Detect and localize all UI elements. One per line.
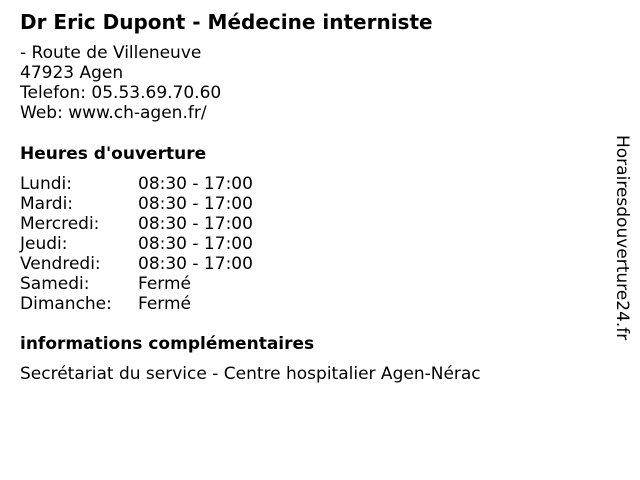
- day-label: Vendredi:: [20, 254, 101, 274]
- page-title: Dr Eric Dupont - Médecine interniste: [20, 10, 433, 34]
- address-block: [20, 43, 221, 123]
- time-value: Fermé: [138, 294, 192, 314]
- time-value: 08:30 - 17:00: [138, 174, 253, 194]
- day-label: Jeudi:: [20, 234, 68, 254]
- site-watermark: Horairesdouverture24.fr: [612, 135, 632, 341]
- time-value: 08:30 - 17:00: [138, 254, 253, 274]
- day-label: Mercredi:: [20, 214, 100, 234]
- time-value: 08:30 - 17:00: [138, 214, 253, 234]
- time-value: 08:30 - 17:00: [138, 234, 253, 254]
- address-city: 47923 Agen: [20, 63, 124, 83]
- additional-info-heading: informations complémentaires: [20, 334, 315, 354]
- additional-info-text: Secrétariat du service - Centre hospitalier Agen-Nérac: [20, 364, 481, 384]
- address-street: - Route de Villeneuve: [20, 43, 202, 63]
- time-value: 08:30 - 17:00: [138, 194, 253, 214]
- opening-hours-heading: Heures d'ouverture: [20, 144, 207, 164]
- day-label: Mardi:: [20, 194, 74, 214]
- day-label: Dimanche:: [20, 294, 112, 314]
- time-value: Fermé: [138, 274, 192, 294]
- day-label: Lundi:: [20, 174, 72, 194]
- phone-number: Telefon: 05.53.69.70.60: [20, 83, 222, 103]
- website-link[interactable]: Web: www.ch-agen.fr/: [20, 103, 207, 123]
- day-label: Samedi:: [20, 274, 90, 294]
